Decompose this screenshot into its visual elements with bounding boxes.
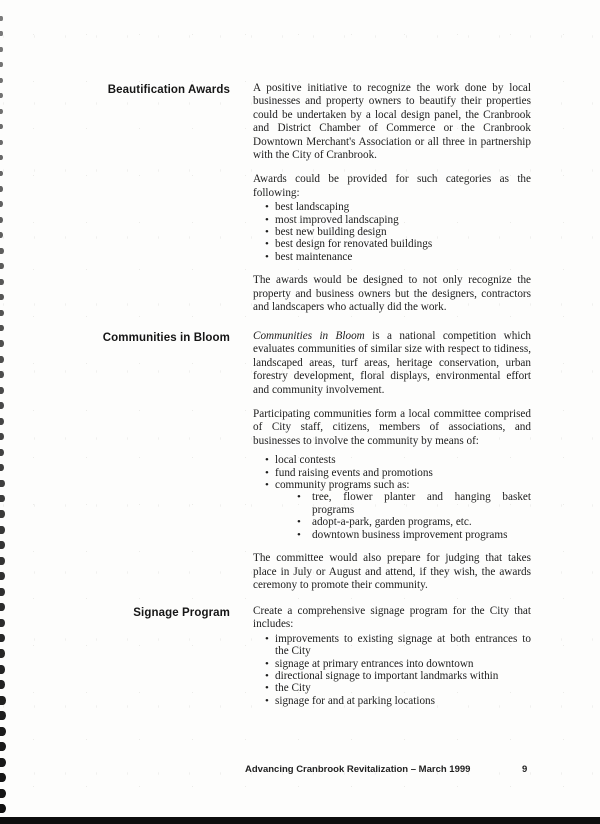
- binding-mark: [0, 572, 5, 580]
- section-heading: Signage Program: [133, 607, 230, 619]
- bullet-icon: •: [265, 657, 269, 670]
- binding-mark: [0, 263, 4, 269]
- binding-mark: [0, 480, 5, 487]
- bullet-icon: •: [265, 213, 269, 226]
- paragraph: [253, 330, 531, 397]
- binding-mark: [0, 449, 4, 456]
- binding-mark: [0, 541, 5, 549]
- bullet-list: [265, 201, 531, 263]
- binding-mark: [0, 649, 5, 658]
- bullet-icon: •: [265, 632, 269, 645]
- binding-mark: [0, 201, 3, 207]
- bullet-item: [265, 454, 531, 466]
- paragraph: Create a comprehensive signage program for the City that includes:: [253, 605, 531, 631]
- binding-mark: [0, 727, 6, 736]
- paragraph: Participating communities form a local committee comprised of City staff, citizens, members of associations, and businesses to involve the community by means of:: [253, 408, 531, 447]
- bullet-item: [297, 491, 531, 516]
- section-body: [253, 605, 531, 718]
- binding-mark: [0, 109, 3, 114]
- footer-title: Advancing Cranbrook Revitalization – March 1999: [245, 764, 471, 775]
- bullet-text: most improved landscaping: [275, 213, 399, 226]
- bullet-text: the City: [275, 682, 311, 695]
- bullet-text: improvements to existing signage at both entrances to the City: [275, 632, 531, 658]
- binding-mark: [0, 294, 4, 300]
- binding-mark: [0, 510, 5, 518]
- bullet-icon: •: [265, 466, 269, 479]
- bullet-text: directional signage to important landmarks within: [275, 670, 499, 683]
- paragraph: A positive initiative to recognize the work done by local businesses and property owners to beautify their properties could be undertaken by a local design panel, the Cranbrook and District Chamber of Commerce or the Cranbrook Downtown Merchant's Association or all three in partnership with the City of Cranbrook.: [253, 82, 531, 162]
- bullet-text: signage at primary entrances into downtown: [275, 657, 474, 670]
- binding-mark: [0, 696, 6, 705]
- binding-mark: [0, 464, 4, 471]
- binding-mark: [0, 155, 3, 160]
- binding-mark: [0, 310, 4, 316]
- binding-mark: [0, 140, 3, 145]
- bullet-text: fund raising events and promotions: [275, 466, 433, 479]
- bullet-text: best new building design: [275, 226, 387, 239]
- bullet-icon: •: [265, 201, 269, 214]
- bullet-text: local contests: [275, 454, 336, 467]
- section-heading: Communities in Bloom: [102, 332, 230, 344]
- paragraph: Awards could be provided for such categories as the following:: [253, 173, 531, 199]
- scan-edge-bar: [0, 817, 600, 824]
- spiral-binding: [0, 0, 12, 824]
- bullet-icon: •: [265, 454, 269, 467]
- bullet-text: adopt-a-park, garden programs, etc.: [312, 516, 472, 529]
- binding-mark: [0, 279, 4, 285]
- binding-mark: [0, 62, 3, 67]
- bullet-icon: •: [265, 694, 269, 707]
- bullet-text: community programs such as:: [275, 479, 410, 492]
- binding-mark: [0, 387, 4, 394]
- bullet-icon: •: [297, 528, 301, 541]
- bullet-icon: •: [297, 491, 301, 504]
- binding-mark: [0, 217, 3, 223]
- bullet-icon: •: [297, 516, 301, 529]
- bullet-item: [265, 695, 531, 707]
- binding-mark: [0, 418, 4, 425]
- bullet-item: [265, 226, 531, 238]
- bullet-icon: •: [265, 670, 269, 683]
- binding-mark: [0, 680, 5, 689]
- bullet-item: [265, 201, 531, 213]
- binding-mark: [0, 16, 3, 21]
- bullet-text: downtown business improvement programs: [312, 528, 508, 541]
- binding-mark: [0, 371, 4, 378]
- bullet-item: [265, 238, 531, 250]
- binding-mark: [0, 804, 6, 814]
- italic-term: Communities in Bloom: [253, 330, 365, 342]
- binding-mark: [0, 495, 5, 503]
- bullet-item: [297, 516, 531, 528]
- binding-mark: [0, 47, 3, 52]
- paragraph-text: is a national competition which evaluates communities of similar size with respect to tidiness, landscaped areas, turf areas, heritage conservation, urban forestry development, floral displays, environmental effort and community involvement.: [253, 330, 531, 396]
- binding-mark: [0, 356, 4, 363]
- bullet-text: best design for renovated buildings: [275, 238, 433, 251]
- bullet-icon: •: [265, 226, 269, 239]
- page-number: 9: [522, 764, 528, 775]
- binding-mark: [0, 588, 5, 596]
- bullet-item: [265, 479, 531, 491]
- section-body: [253, 82, 531, 326]
- section-body: [253, 330, 531, 603]
- bullet-item: [297, 529, 531, 541]
- binding-mark: [0, 186, 3, 192]
- bullet-icon: •: [265, 238, 269, 251]
- binding-mark: [0, 789, 6, 798]
- bullet-text: tree, flower planter and hanging basket programs: [312, 491, 531, 516]
- binding-mark: [0, 248, 4, 254]
- bullet-text: best maintenance: [275, 250, 353, 263]
- bullet-item: [265, 682, 531, 694]
- bullet-icon: •: [265, 479, 269, 492]
- paragraph: The committee would also prepare for judging that takes place in July or August and attend, if they wish, the awards ceremony to promote their community.: [253, 552, 531, 591]
- binding-mark: [0, 665, 5, 674]
- binding-mark: [0, 634, 5, 642]
- bullet-item: [265, 214, 531, 226]
- bullet-item: [265, 633, 531, 658]
- binding-mark: [0, 433, 4, 440]
- binding-mark: [0, 742, 6, 751]
- binding-mark: [0, 526, 5, 534]
- bullet-text: best landscaping: [275, 201, 350, 214]
- bullet-icon: •: [265, 250, 269, 263]
- binding-mark: [0, 711, 6, 720]
- paragraph: The awards would be designed to not only recognize the property and business owners but the designers, contractors and landscapers who actually did the work.: [253, 274, 531, 314]
- bullet-list: [265, 633, 531, 707]
- bullet-icon: •: [265, 682, 269, 695]
- bullet-text: signage for and at parking locations: [275, 694, 435, 707]
- bullet-item: [265, 467, 531, 479]
- binding-mark: [0, 402, 4, 409]
- section-heading: Beautification Awards: [107, 84, 230, 96]
- binding-mark: [0, 31, 3, 36]
- binding-mark: [0, 78, 3, 83]
- bullet-list: [265, 454, 531, 491]
- binding-mark: [0, 557, 5, 565]
- bullet-item: [265, 670, 531, 682]
- binding-mark: [0, 171, 3, 176]
- sub-bullet-list: [297, 491, 531, 541]
- binding-mark: [0, 124, 3, 129]
- bullet-item: [265, 251, 531, 263]
- binding-mark: [0, 232, 3, 238]
- bullet-item: [265, 658, 531, 670]
- page-footer: [0, 764, 600, 778]
